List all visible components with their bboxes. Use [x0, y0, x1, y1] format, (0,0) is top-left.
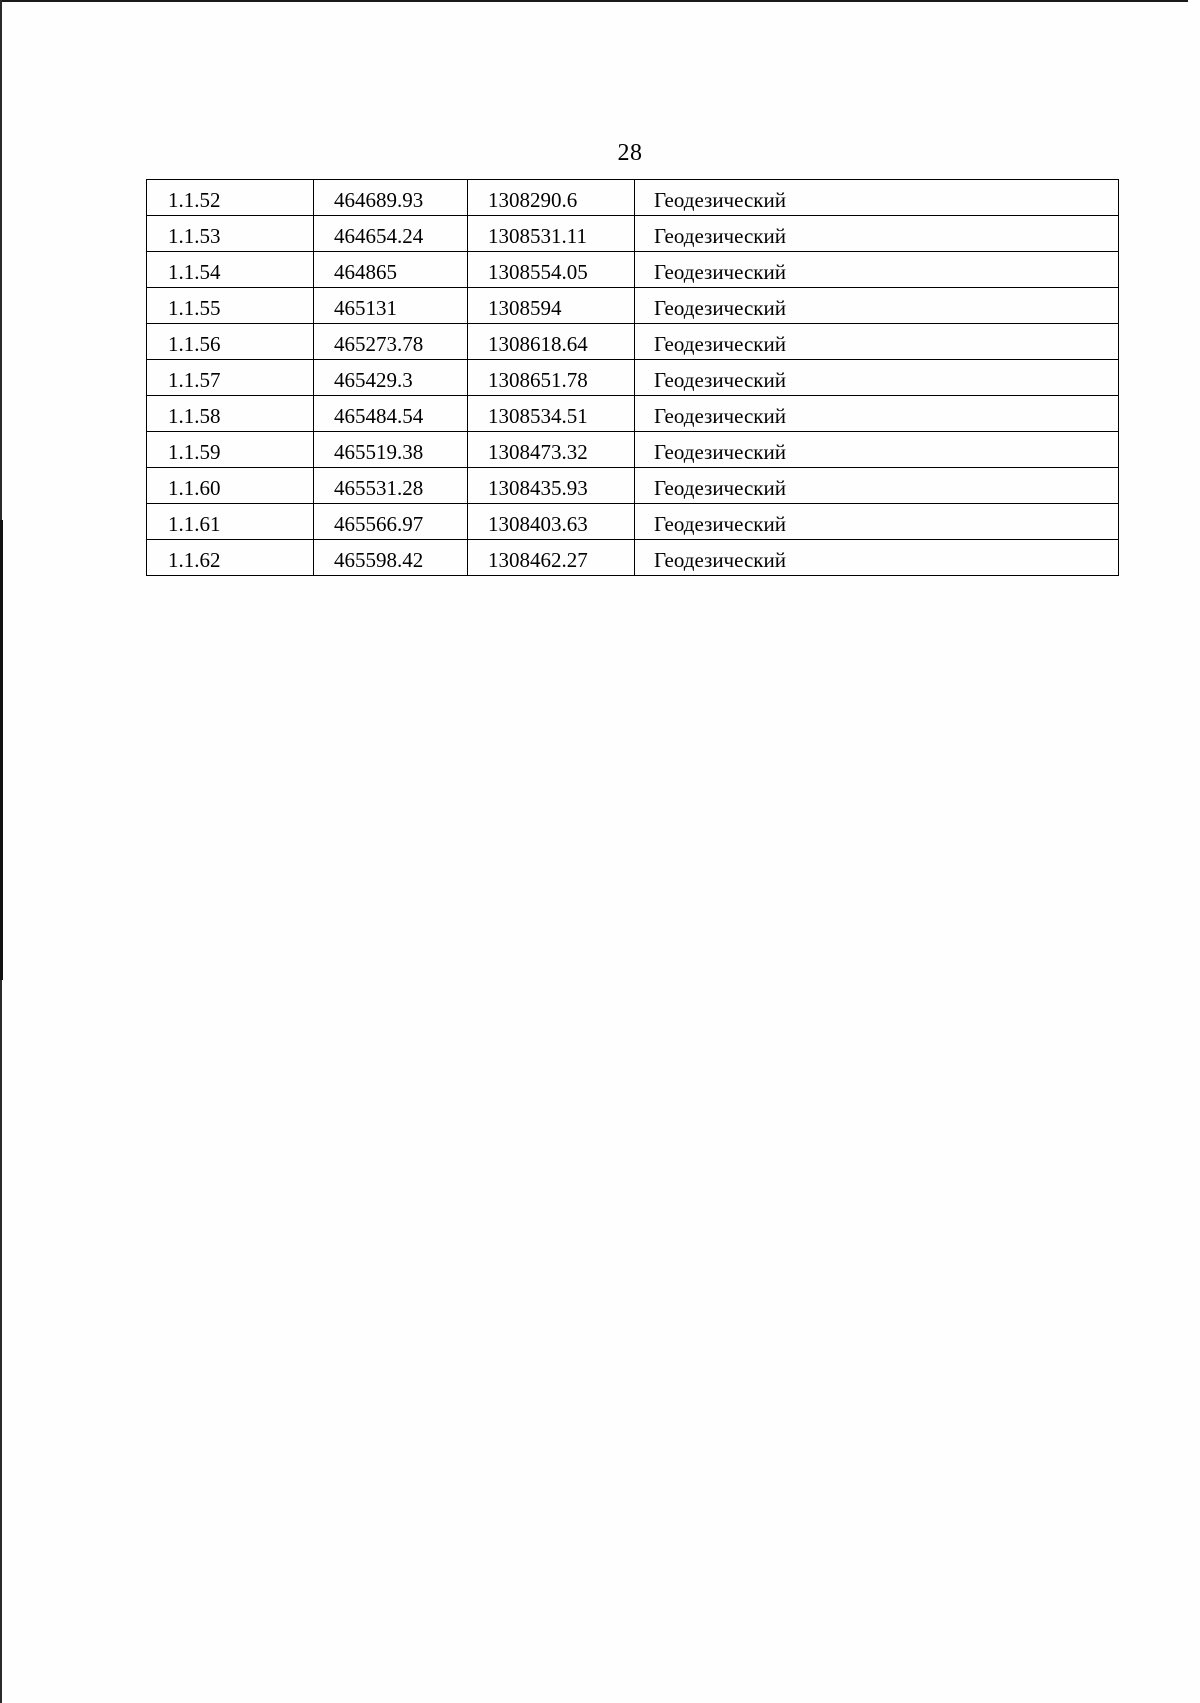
- table-row: [147, 468, 1119, 504]
- point-number-cell: [147, 540, 314, 576]
- point-type-cell-text: Геодезический: [654, 476, 786, 500]
- point-number-cell: [147, 180, 314, 216]
- y-coordinate-cell: [468, 216, 635, 252]
- x-coordinate-cell: [314, 252, 468, 288]
- y-coordinate-cell-text: 1308403.63: [488, 512, 588, 536]
- x-coordinate-cell: [314, 432, 468, 468]
- point-type-cell: [635, 216, 1119, 252]
- x-coordinate-cell: [314, 540, 468, 576]
- point-number-cell-text: 1.1.54: [168, 260, 221, 284]
- point-number-cell: [147, 468, 314, 504]
- table-row: [147, 504, 1119, 540]
- y-coordinate-cell: [468, 180, 635, 216]
- table-row: [147, 288, 1119, 324]
- x-coordinate-cell: [314, 288, 468, 324]
- scan-edge-left-shadow: [0, 520, 3, 980]
- point-number-cell: [147, 252, 314, 288]
- point-type-cell-text: Геодезический: [654, 188, 786, 212]
- point-type-cell: [635, 432, 1119, 468]
- point-number-cell-text: 1.1.56: [168, 332, 221, 356]
- table-row: [147, 540, 1119, 576]
- x-coordinate-cell: [314, 504, 468, 540]
- point-type-cell-text: Геодезический: [654, 404, 786, 428]
- table-row: [147, 396, 1119, 432]
- y-coordinate-cell-text: 1308618.64: [488, 332, 588, 356]
- point-type-cell-text: Геодезический: [654, 548, 786, 572]
- point-number-cell-text: 1.1.57: [168, 368, 221, 392]
- y-coordinate-cell: [468, 540, 635, 576]
- y-coordinate-cell-text: 1308651.78: [488, 368, 588, 392]
- y-coordinate-cell-text: 1308435.93: [488, 476, 588, 500]
- y-coordinate-cell-text: 1308594: [488, 296, 562, 320]
- table-row: [147, 216, 1119, 252]
- point-type-cell-text: Геодезический: [654, 332, 786, 356]
- point-type-cell: [635, 504, 1119, 540]
- y-coordinate-cell: [468, 360, 635, 396]
- point-type-cell: [635, 540, 1119, 576]
- point-type-cell-text: Геодезический: [654, 512, 786, 536]
- x-coordinate-cell-text: 465566.97: [334, 512, 424, 536]
- x-coordinate-cell: [314, 360, 468, 396]
- point-type-cell-text: Геодезический: [654, 296, 786, 320]
- x-coordinate-cell-text: 465131: [334, 296, 397, 320]
- coordinates-table-body: [147, 180, 1119, 576]
- y-coordinate-cell: [468, 468, 635, 504]
- point-type-cell: [635, 360, 1119, 396]
- point-number-cell: [147, 216, 314, 252]
- point-type-cell: [635, 396, 1119, 432]
- table-row: [147, 432, 1119, 468]
- x-coordinate-cell: [314, 468, 468, 504]
- y-coordinate-cell: [468, 252, 635, 288]
- point-type-cell-text: Геодезический: [654, 368, 786, 392]
- x-coordinate-cell-text: 464689.93: [334, 188, 424, 212]
- y-coordinate-cell-text: 1308290.6: [488, 188, 578, 212]
- y-coordinate-cell: [468, 432, 635, 468]
- x-coordinate-cell: [314, 216, 468, 252]
- point-type-cell-text: Геодезический: [654, 440, 786, 464]
- table-row: [147, 252, 1119, 288]
- point-number-cell-text: 1.1.60: [168, 476, 221, 500]
- coordinates-table: [146, 179, 1119, 576]
- point-number-cell: [147, 432, 314, 468]
- x-coordinate-cell: [314, 396, 468, 432]
- y-coordinate-cell: [468, 396, 635, 432]
- point-type-cell: [635, 288, 1119, 324]
- point-type-cell: [635, 180, 1119, 216]
- point-type-cell: [635, 468, 1119, 504]
- point-number-cell-text: 1.1.55: [168, 296, 221, 320]
- point-number-cell: [147, 360, 314, 396]
- scan-edge-top: [0, 0, 1188, 2]
- x-coordinate-cell-text: 465273.78: [334, 332, 424, 356]
- table-row: [147, 180, 1119, 216]
- x-coordinate-cell-text: 465484.54: [334, 404, 424, 428]
- y-coordinate-cell: [468, 288, 635, 324]
- y-coordinate-cell-text: 1308473.32: [488, 440, 588, 464]
- x-coordinate-cell-text: 464654.24: [334, 224, 424, 248]
- y-coordinate-cell-text: 1308462.27: [488, 548, 588, 572]
- x-coordinate-cell-text: 465531.28: [334, 476, 424, 500]
- y-coordinate-cell-text: 1308554.05: [488, 260, 588, 284]
- point-type-cell-text: Геодезический: [654, 260, 786, 284]
- x-coordinate-cell-text: 465519.38: [334, 440, 424, 464]
- y-coordinate-cell-text: 1308534.51: [488, 404, 588, 428]
- point-number-cell-text: 1.1.53: [168, 224, 221, 248]
- point-type-cell: [635, 324, 1119, 360]
- point-number-cell-text: 1.1.52: [168, 188, 221, 212]
- point-number-cell-text: 1.1.62: [168, 548, 221, 572]
- point-type-cell: [635, 252, 1119, 288]
- point-number-cell-text: 1.1.61: [168, 512, 221, 536]
- x-coordinate-cell-text: 465429.3: [334, 368, 413, 392]
- point-number-cell: [147, 288, 314, 324]
- table-row: [147, 324, 1119, 360]
- y-coordinate-cell-text: 1308531.11: [488, 224, 587, 248]
- point-number-cell: [147, 396, 314, 432]
- y-coordinate-cell: [468, 324, 635, 360]
- point-number-cell-text: 1.1.59: [168, 440, 221, 464]
- point-number-cell: [147, 504, 314, 540]
- x-coordinate-cell: [314, 180, 468, 216]
- x-coordinate-cell-text: 465598.42: [334, 548, 424, 572]
- page-number: 28: [617, 140, 643, 166]
- point-number-cell: [147, 324, 314, 360]
- point-number-cell-text: 1.1.58: [168, 404, 221, 428]
- point-type-cell-text: Геодезический: [654, 224, 786, 248]
- table-row: [147, 360, 1119, 396]
- x-coordinate-cell-text: 464865: [334, 260, 397, 284]
- x-coordinate-cell: [314, 324, 468, 360]
- y-coordinate-cell: [468, 504, 635, 540]
